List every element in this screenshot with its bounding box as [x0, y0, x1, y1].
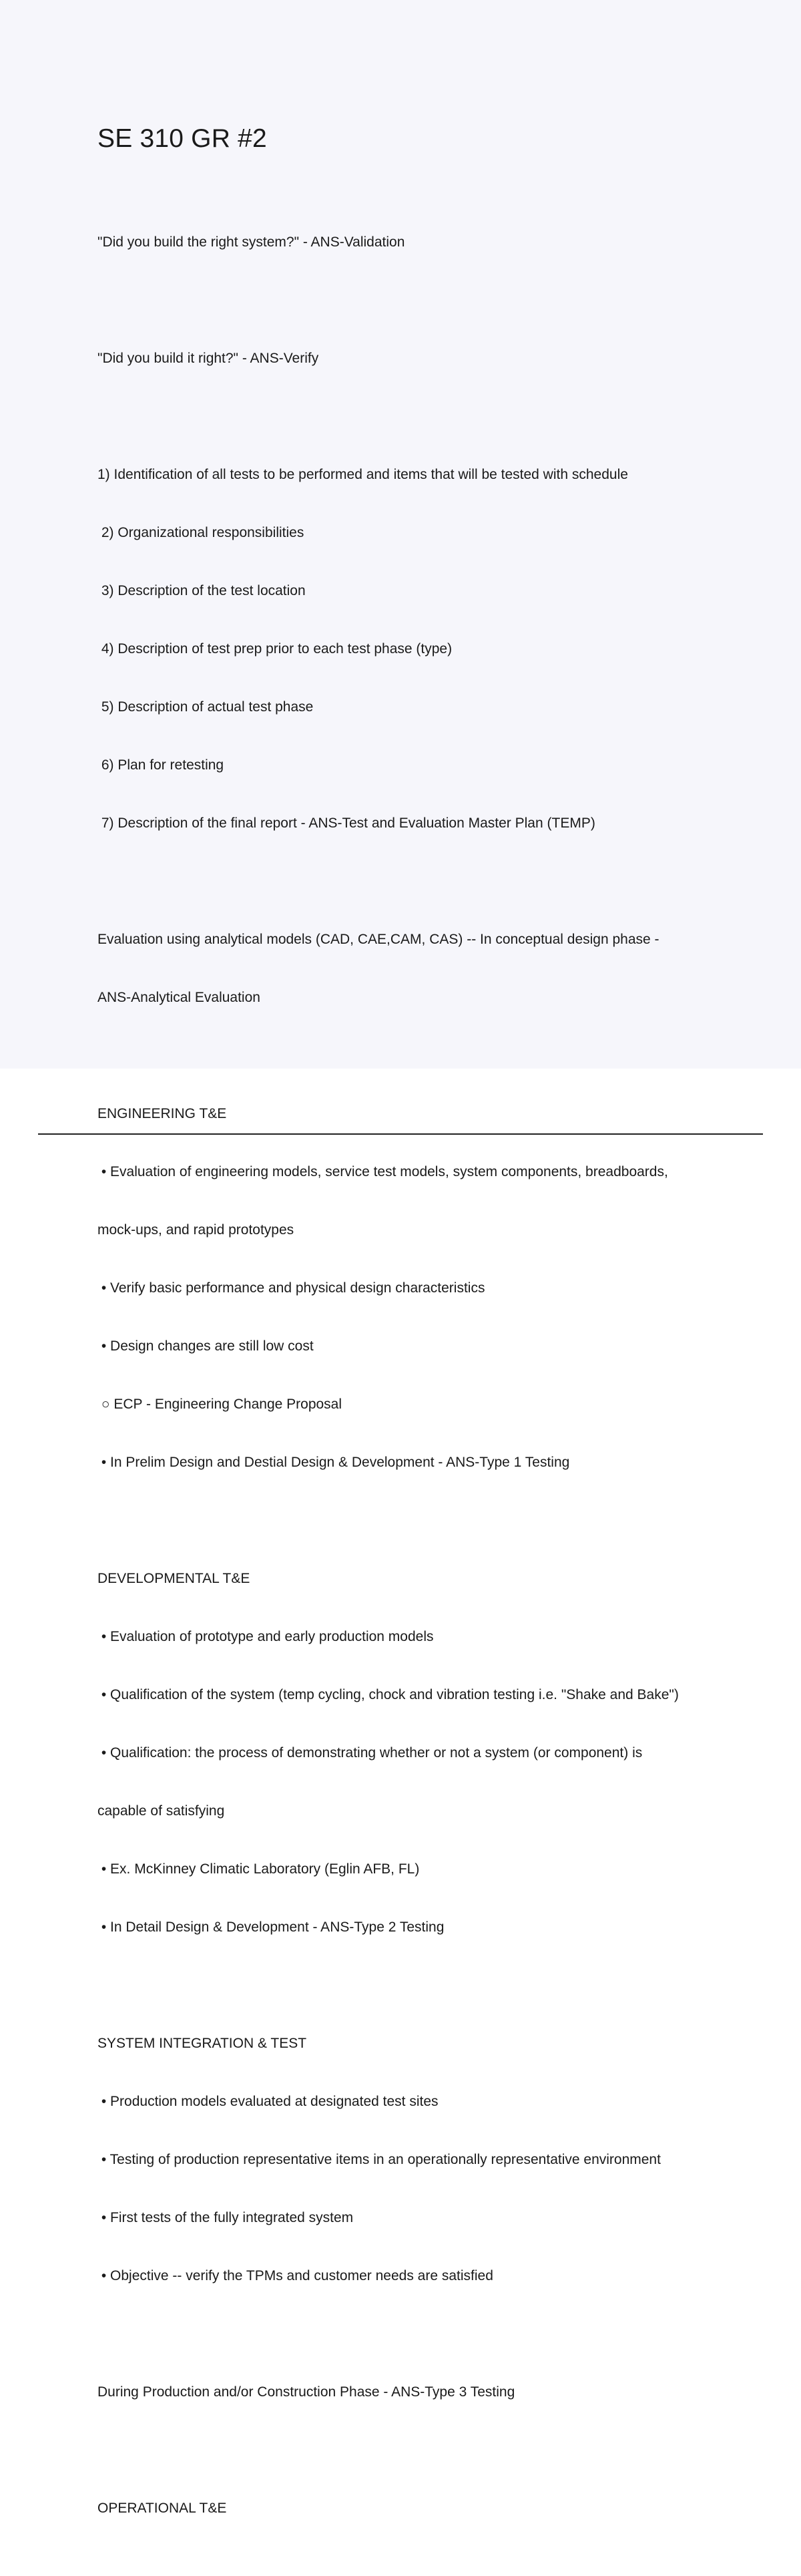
list-item: 2) Organizational responsibilities: [97, 525, 304, 540]
paragraph-verify: [97, 310, 725, 407]
list-item: 4) Description of test prep prior to each test phase (type): [97, 641, 453, 657]
bullet-item: • In Detail Design & Development - ANS-Type 2 Testing: [97, 1919, 445, 1935]
list-item: 7) Description of the final report - ANS-Test and Evaluation Master Plan (TEMP): [97, 815, 595, 831]
bullet-item: • Design changes are still low cost: [97, 1338, 314, 1354]
document-title: SE 310 GR #2: [97, 124, 267, 153]
section-operational-te: [97, 2460, 725, 2557]
bullet-item: • Evaluation of prototype and early production models: [97, 1629, 434, 1644]
section-heading: DEVELOPMENTAL T&E: [97, 1571, 250, 1586]
bullet-item: • Evaluation of engineering models, service test models, system components, breadboards,: [97, 1164, 668, 1179]
list-item: 3) Description of the test location: [97, 583, 306, 598]
list-item: 1) Identification of all tests to be performed and items that will be tested with schedule: [97, 467, 628, 482]
section-developmental-te: [97, 1530, 725, 1976]
bullet-item: • Verify basic performance and physical design characteristics: [97, 1280, 485, 1296]
bullet-item: • First tests of the fully integrated system: [97, 2210, 354, 2225]
paragraph-validation: [97, 194, 725, 291]
text-line: "Did you build the right system?" - ANS-Validation: [97, 234, 405, 250]
text-line: During Production and/or Construction Phase - ANS-Type 3 Testing: [97, 2384, 515, 2400]
paragraph-type3-testing: [97, 2344, 725, 2440]
text-line: "Did you build it right?" - ANS-Verify: [97, 351, 319, 366]
bottom-divider: [38, 1133, 763, 1135]
bullet-item: mock-ups, and rapid prototypes: [97, 1222, 294, 1238]
section-engineering-te: [97, 1065, 725, 1511]
document-content: [97, 120, 725, 2576]
section-heading: ENGINEERING T&E: [97, 1106, 227, 1121]
bullet-item: capable of satisfying: [97, 1803, 225, 1819]
list-item: 5) Description of actual test phase: [97, 699, 314, 715]
bullet-item: • In Prelim Design and Destial Design & Development - ANS-Type 1 Testing: [97, 1455, 570, 1470]
bullet-item: • Qualification of the system (temp cycling, chock and vibration testing i.e. "Shake and Bake"): [97, 1687, 679, 1702]
bullet-item: • Objective -- verify the TPMs and customer needs are satisfied: [97, 2268, 493, 2283]
text-line: Evaluation using analytical models (CAD, CAE,CAM, CAS) -- In conceptual design phase -: [97, 932, 659, 947]
text-line: ANS-Analytical Evaluation: [97, 990, 260, 1005]
bullet-item: • Ex. McKinney Climatic Laboratory (Eglin AFB, FL): [97, 1861, 420, 1877]
paragraph-temp-list: [97, 426, 725, 872]
section-heading: OPERATIONAL T&E: [97, 2501, 227, 2516]
sub-bullet-item: ○ ECP - Engineering Change Proposal: [97, 1397, 342, 1412]
section-system-integration-test: [97, 1995, 725, 2324]
bullet-item: • Qualification: the process of demonstrating whether or not a system (or component) is: [97, 1745, 643, 1761]
list-item: 6) Plan for retesting: [97, 757, 224, 773]
bullet-item: • Production models evaluated at designated test sites: [97, 2094, 439, 2109]
section-heading: SYSTEM INTEGRATION & TEST: [97, 2036, 307, 2051]
paragraph-analytical-evaluation: [97, 891, 725, 1046]
bullet-item: • Testing of production representative items in an operationally representative environment: [97, 2152, 661, 2167]
